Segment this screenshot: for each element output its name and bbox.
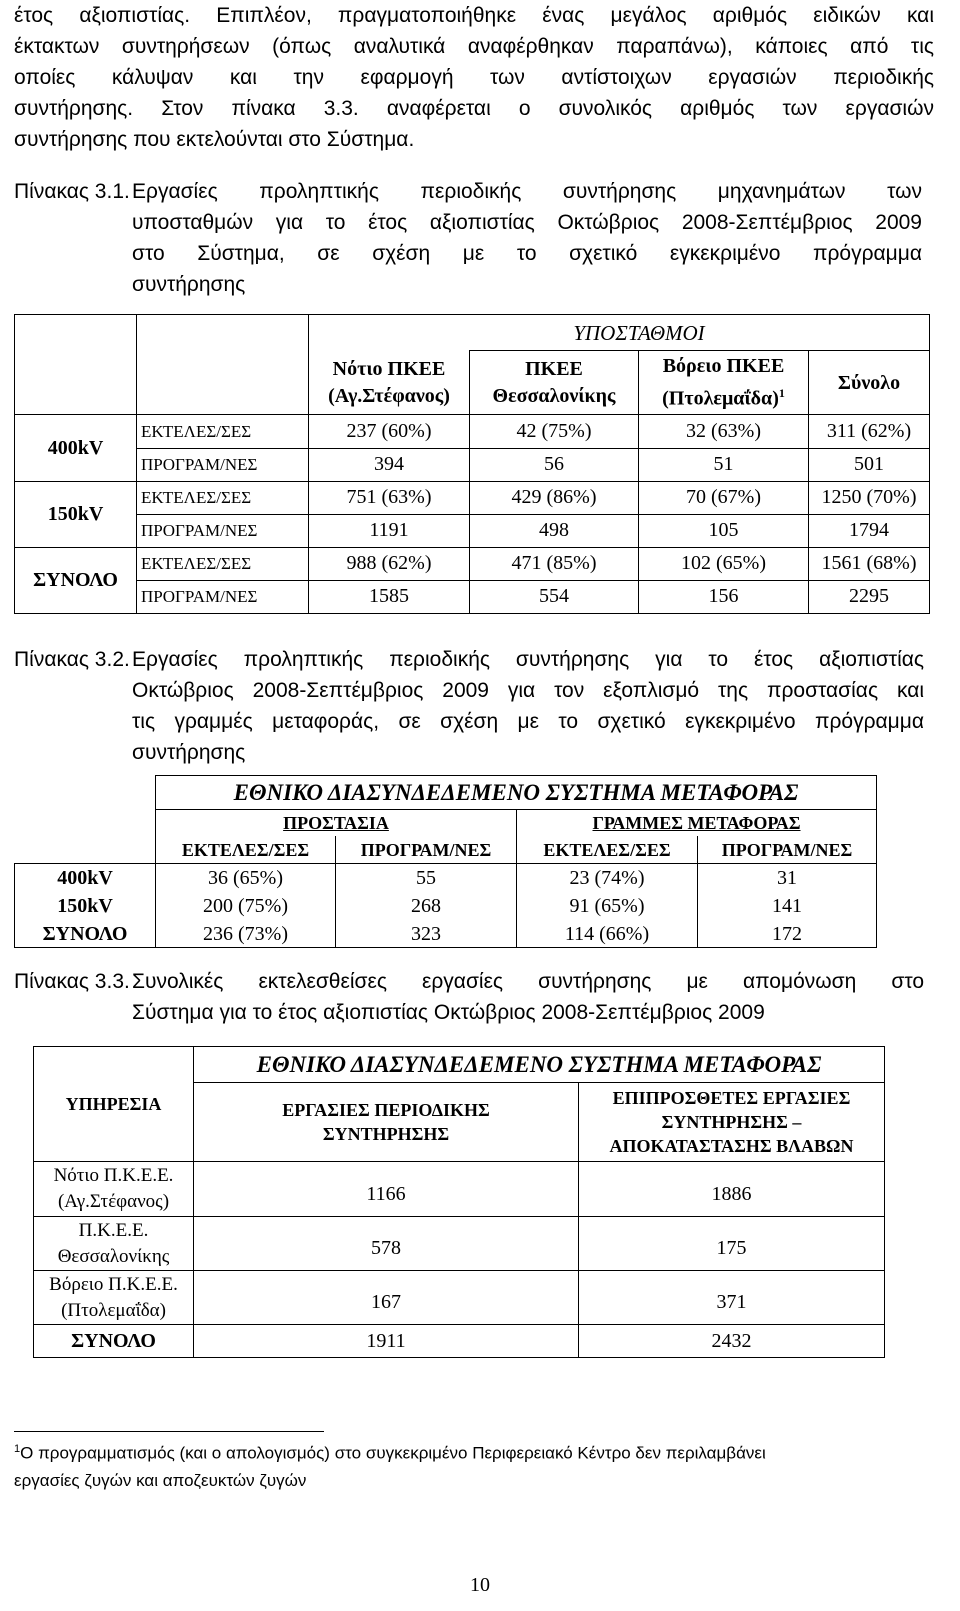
- table3-total-label: ΣΥΝΟΛΟ: [71, 1329, 156, 1352]
- table1-cell: 1794: [849, 519, 889, 541]
- table2-subheader: ΠΡΟΓΡΑΜ/ΝΕΣ: [360, 839, 492, 860]
- table1-caption-line: στο Σύστημα, σε σχέση με το σχετικό εγκεκριμένο πρόγραμμα: [132, 242, 922, 265]
- table1-cell: 501: [854, 453, 884, 475]
- table2-caption-line: Οκτώβριος 2008-Σεπτέμβριος 2009 για τον εξοπλισμό της προστασίας και: [132, 679, 924, 702]
- table2-cell: 36 (65%): [208, 866, 283, 889]
- table1-group-label: 400kV: [47, 436, 104, 459]
- table1-cell: 988 (62%): [346, 552, 432, 574]
- table1-row-type: ΠΡΟΓΡΑΜ/ΝΕΣ: [141, 454, 258, 474]
- table3-cell: 1166: [366, 1182, 406, 1205]
- table1-cell: 311 (62%): [826, 420, 912, 442]
- table1-cell: 237 (60%): [346, 420, 432, 442]
- page-number: 10: [470, 1574, 490, 1596]
- table1-cell: 51: [713, 453, 734, 475]
- intro-line: οποίες κάλυψαν και την εφαρμογή των αντίστοιχων εργασιών περιοδικής: [14, 66, 934, 89]
- table3-row-label: Νότιο Π.Κ.Ε.Ε. (Αγ.Στέφανος): [53, 1165, 174, 1212]
- table3-title: ΕΘΝΙΚΟ ΔΙΑΣΥΝΔΕΔΕΜΕΝΟ ΣΥΣΤΗΜΑ ΜΕΤΑΦΟΡΑΣ: [256, 1051, 822, 1077]
- table1-cell: 471 (85%): [511, 552, 597, 574]
- table1-cell: 1250 (70%): [821, 486, 917, 508]
- table1-cell: 156: [708, 585, 739, 607]
- table2-subheader: ΠΡΟΓΡΑΜ/ΝΕΣ: [721, 839, 853, 860]
- footnote-line: Ο προγραμματισμός (και ο απολογισμός) στο συγκεκριμένο Περιφερειακό Κέντρο δεν περιλαμβάνει: [20, 1443, 766, 1463]
- table3-caption-line: Συνολικές εκτελεσθείσες εργασίες συντήρησης με απομόνωση στο: [132, 970, 924, 993]
- table2-row-label: 400kV: [57, 866, 113, 889]
- table2-row-label: ΣΥΝΟΛΟ: [42, 922, 128, 945]
- table1-col-header: Βόρειο ΠΚΕΕ $(\Pi\tau o\lambda\varepsilon\mu\alpha ΐ\delta\alpha)^1$: [662, 355, 785, 410]
- table2-cell: 23 (74%): [569, 866, 645, 889]
- table2-cell: 31: [777, 866, 797, 889]
- table1-col-header: Νότιο ΠΚΕΕ (Αγ.Στέφανος): [328, 358, 450, 407]
- table3-col-header: ΕΡΓΑΣΙΕΣ ΠΕΡΙΟΔΙΚΗΣ ΣΥΝΤΗΡΗΣΗΣ: [282, 1100, 490, 1144]
- table2-cell: 323: [411, 922, 441, 945]
- table2-label: Πίνακας 3.2.: [14, 648, 130, 671]
- table2-section-header: ΓΡΑΜΜΕΣ ΜΕΤΑΦΟΡΑΣ: [592, 812, 801, 833]
- footnote-line: εργασίες ζυγών και αποζευκτών ζυγών: [14, 1470, 307, 1490]
- table1-cell: 102 (65%): [681, 552, 766, 574]
- table1-cell: 70 (67%): [686, 486, 761, 508]
- table3-row-label: Π.Κ.Ε.Ε. Θεσσαλονίκης: [57, 1219, 170, 1267]
- table3-caption-line: Σύστημα για το έτος αξιοπιστίας Οκτώβριος 2008-Σεπτέμβριος 2009: [132, 1001, 765, 1024]
- table3-total-cell: 1911: [366, 1329, 406, 1352]
- table3-label: Πίνακας 3.3.: [14, 970, 130, 993]
- table1-col-header: ΠΚΕΕ Θεσσαλονίκης: [492, 358, 616, 407]
- table2-row-label: 150kV: [57, 894, 113, 917]
- table2-subheader: ΕΚΤΕΛΕΣ/ΣΕΣ: [181, 839, 310, 860]
- table1-group-header: ΥΠΟΣΤΑΘΜΟΙ: [573, 320, 705, 345]
- table2-cell: 141: [772, 894, 802, 917]
- intro-line: έκτακτων συντηρήσεων (όπως αναλυτικά αναφέρθηκαν παραπάνω), κάποιες από τις: [14, 35, 934, 58]
- table1-cell: 429 (86%): [511, 486, 597, 508]
- table2-subheader: ΕΚΤΕΛΕΣ/ΣΕΣ: [543, 839, 671, 860]
- table3-cell: 371: [716, 1291, 747, 1313]
- table1-row-type: ΠΡΟΓΡΑΜ/ΝΕΣ: [141, 586, 258, 606]
- table2-cell: 55: [416, 866, 436, 889]
- table2-cell: 172: [772, 922, 802, 945]
- table1-caption-line: Εργασίες προληπτικής περιοδικής συντήρησης μηχανημάτων των: [132, 180, 922, 203]
- footnote-marker: 1: [14, 1443, 21, 1455]
- table3-col-header: ΥΠΗΡΕΣΙΑ: [65, 1093, 162, 1114]
- table1-cell: 42 (75%): [516, 420, 592, 442]
- table2-section-header: ΠΡΟΣΤΑΣΙΑ: [283, 812, 389, 833]
- table2-cell: 114 (66%): [564, 922, 650, 945]
- table2-caption-line: Εργασίες προληπτικής περιοδικής συντήρησης για το έτος αξιοπιστίας: [132, 648, 924, 671]
- table1-row-type: ΕΚΤΕΛΕΣ/ΣΕΣ: [141, 553, 252, 573]
- table1-label: Πίνακας 3.1.: [14, 180, 130, 203]
- table1-cell: 394: [374, 453, 404, 475]
- table1-cell: 2295: [849, 585, 889, 607]
- intro-line: έτος αξιοπιστίας. Επιπλέον, πραγματοποιήθηκε ένας μεγάλος αριθμός ειδικών και: [14, 4, 934, 27]
- table2-cell: 200 (75%): [203, 894, 288, 917]
- table1-cell: 1191: [369, 519, 409, 541]
- table3-col-header: ΕΠΙΠΡΟΣΘΕΤΕΣ ΕΡΓΑΣΙΕΣ ΣΥΝΤΗΡΗΣΗΣ – ΑΠΟΚΑΤΑΣΤΑΣΗΣ ΒΛΑΒΩΝ: [609, 1088, 854, 1156]
- intro-line: συντήρησης. Στον πίνακα 3.3. αναφέρεται ο συνολικός αριθμός των εργασιών: [14, 97, 934, 120]
- table1-cell: 1585: [369, 585, 409, 607]
- table1-row-type: ΠΡΟΓΡΑΜ/ΝΕΣ: [141, 520, 258, 540]
- table1-caption-line: υποσταθμών για το έτος αξιοπιστίας Οκτώβριος 2008-Σεπτέμβριος 2009: [132, 211, 922, 234]
- table3-cell: 1886: [711, 1182, 752, 1205]
- table1-cell: 105: [708, 519, 739, 541]
- table1-cell: 56: [544, 453, 564, 475]
- table2-cell: 268: [411, 894, 441, 917]
- table1-group-label: 150kV: [47, 503, 104, 525]
- table2-cell: 91 (65%): [569, 894, 645, 917]
- table1-cell: 32 (63%): [686, 420, 761, 442]
- table1-col-header-total: Σύνολο: [837, 371, 901, 394]
- table1-cell: 554: [539, 585, 569, 607]
- table2-caption-line: συντήρησης: [132, 741, 246, 764]
- table1-row-type: ΕΚΤΕΛΕΣ/ΣΕΣ: [141, 487, 252, 507]
- table2-caption-line: τις γραμμές μεταφοράς, σε σχέση με το σχετικό εγκεκριμένο πρόγραμμα: [132, 710, 924, 733]
- table1-group-label: ΣΥΝΟΛΟ: [33, 569, 118, 591]
- table1-cell: 751 (63%): [346, 486, 432, 508]
- table3-total-cell: 2432: [711, 1329, 752, 1352]
- table2-title: ΕΘΝΙΚΟ ΔΙΑΣΥΝΔΕΔΕΜΕΝΟ ΣΥΣΤΗΜΑ ΜΕΤΑΦΟΡΑΣ: [233, 779, 799, 805]
- table1-caption-line: συντήρησης: [132, 273, 246, 296]
- table3-cell: 167: [371, 1291, 401, 1313]
- footnote: [14, 1436, 934, 1494]
- table3-cell: 175: [716, 1237, 747, 1259]
- table1-row-type: ΕΚΤΕΛΕΣ/ΣΕΣ: [141, 421, 252, 441]
- table2-cell: 236 (73%): [203, 922, 288, 945]
- table1-cell: 1561 (68%): [821, 552, 917, 574]
- table3-cell: 578: [371, 1237, 401, 1259]
- table3-row-label: Βόρειο Π.Κ.Ε.Ε. (Πτολεμαΐδα): [49, 1273, 178, 1321]
- intro-line: συντήρησης που εκτελούνται στο Σύστημα.: [14, 128, 415, 151]
- footnote-rule: [14, 1431, 324, 1432]
- table1-cell: 498: [539, 519, 569, 541]
